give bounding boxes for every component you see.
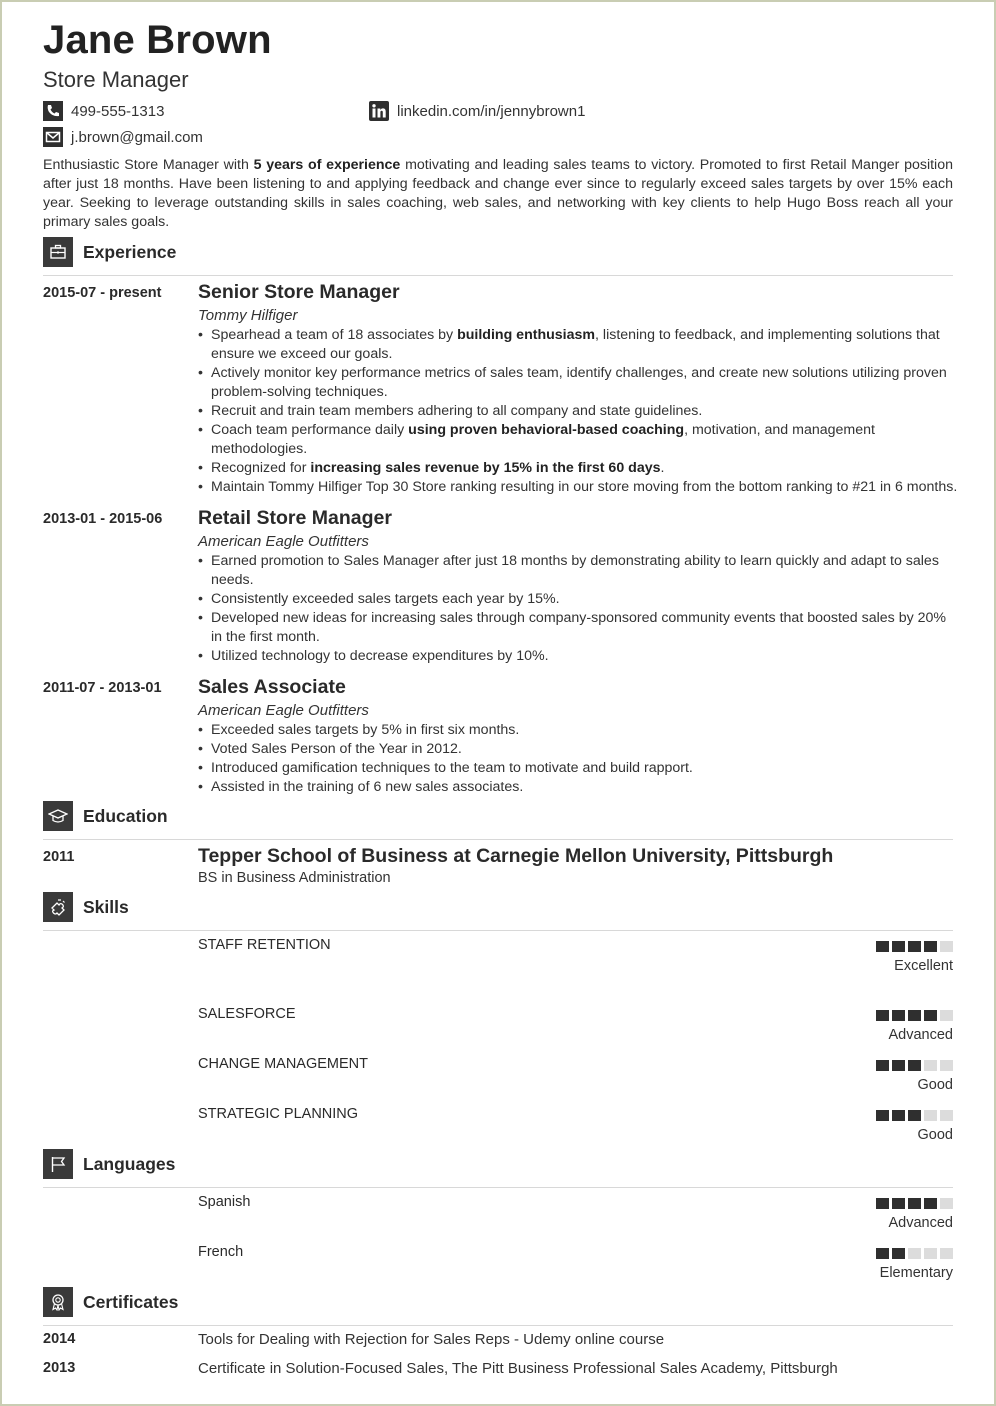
rating-square-empty	[940, 941, 953, 952]
rating-square-filled	[876, 1010, 889, 1021]
phone-icon	[43, 101, 63, 121]
briefcase-icon	[43, 237, 73, 267]
rating-square-filled	[892, 1060, 905, 1071]
list-item: • Voted Sales Person of the Year in 2012.	[198, 740, 958, 759]
education-degree: BS in Business Administration	[198, 870, 391, 886]
rating-square-filled	[924, 1198, 937, 1209]
skill-level: Good	[917, 1077, 953, 1093]
candidate-title: Store Manager	[43, 67, 189, 92]
flag-icon	[43, 1149, 73, 1179]
skill-level: Excellent	[894, 958, 953, 974]
rating-square-empty	[940, 1198, 953, 1209]
rating-square-filled	[876, 1060, 889, 1071]
job-bullets	[198, 721, 958, 797]
email-icon	[43, 127, 63, 147]
list-item: • Coach team performance daily using proven behavioral-based coaching, motivation, and management methodologies.	[198, 421, 958, 459]
rating-square-filled	[892, 1198, 905, 1209]
language-name: French	[198, 1244, 244, 1260]
job-date: 2015-07 - present	[43, 285, 162, 301]
rating-square-filled	[908, 1110, 921, 1121]
list-item: • Recognized for increasing sales revenue by 15% in the first 60 days.	[198, 459, 958, 478]
award-icon	[43, 1287, 73, 1317]
language-level: Elementary	[879, 1265, 953, 1281]
education-heading: Education	[83, 806, 168, 826]
rating-square-filled	[908, 1010, 921, 1021]
graduation-cap-icon	[43, 801, 73, 831]
languages-section-header	[43, 1149, 953, 1188]
education-section-header	[43, 801, 953, 840]
list-item: • Developed new ideas for increasing sales through company-sponsored community events that boosted sales by 20% in the first month.	[198, 609, 958, 647]
skill-level: Advanced	[888, 1027, 953, 1043]
skill-level: Good	[917, 1127, 953, 1143]
phone-number: 499-555-1313	[71, 102, 165, 120]
list-item: • Actively monitor key performance metrics of sales team, identify challenges, and create new solutions utilizing proven problem-solving techniques.	[198, 364, 958, 402]
certificates-heading: Certificates	[83, 1292, 179, 1312]
summary-highlight: 5 years of experience	[253, 157, 401, 173]
skill-rating	[876, 1110, 953, 1121]
skill-name: CHANGE MANAGEMENT	[198, 1056, 368, 1072]
rating-square-filled	[924, 1010, 937, 1021]
rating-square-filled	[892, 1248, 905, 1259]
rating-square-filled	[892, 1110, 905, 1121]
rating-square-empty	[940, 1110, 953, 1121]
linkedin-icon	[369, 101, 389, 121]
job-title: Sales Associate	[198, 676, 346, 698]
rating-square-empty	[908, 1248, 921, 1259]
list-item: • Utilized technology to decrease expenditures by 10%.	[198, 647, 958, 666]
language-level: Advanced	[888, 1215, 953, 1231]
email-contact	[43, 127, 203, 147]
list-item: • Consistently exceeded sales targets each year by 15%.	[198, 590, 958, 609]
skill-name: STRATEGIC PLANNING	[198, 1106, 359, 1122]
job-title: Senior Store Manager	[198, 281, 400, 303]
summary-paragraph	[43, 156, 953, 232]
skill-rating	[876, 1060, 953, 1071]
experience-section-header	[43, 237, 953, 276]
linkedin-contact	[369, 101, 585, 121]
rating-square-empty	[924, 1248, 937, 1259]
language-rating	[876, 1248, 953, 1259]
job-bullets	[198, 552, 958, 666]
rating-square-filled	[892, 941, 905, 952]
language-name: Spanish	[198, 1194, 251, 1210]
list-item: • Spearhead a team of 18 associates by building enthusiasm, listening to feedback, and implementing solutions that ensure we exceed our goals.	[198, 326, 958, 364]
certificate-name: Tools for Dealing with Rejection for Sales Reps - Udemy online course	[198, 1331, 665, 1348]
job-company: Tommy Hilfiger	[198, 307, 298, 324]
certificate-year: 2014	[43, 1331, 76, 1347]
list-item: • Assisted in the training of 6 new sales associates.	[198, 778, 958, 797]
education-school: Tepper School of Business at Carnegie Mellon University, Pittsburgh	[198, 845, 834, 867]
rating-square-filled	[908, 1198, 921, 1209]
job-title: Retail Store Manager	[198, 507, 392, 529]
rating-square-empty	[924, 1060, 937, 1071]
rating-square-empty	[940, 1060, 953, 1071]
rating-square-filled	[876, 941, 889, 952]
skill-name: STAFF RETENTION	[198, 937, 331, 953]
list-item: • Exceeded sales targets by 5% in first six months.	[198, 721, 958, 740]
job-bullets	[198, 326, 958, 497]
rating-square-filled	[876, 1248, 889, 1259]
certificate-name: Certificate in Solution-Focused Sales, The Pitt Business Professional Sales Academy, Pittsburgh	[198, 1360, 838, 1377]
certificates-section-header	[43, 1287, 953, 1326]
candidate-name: Jane Brown	[43, 18, 272, 62]
rating-square-filled	[892, 1010, 905, 1021]
list-item: • Introduced gamification techniques to the team to motivate and build rapport.	[198, 759, 958, 778]
rating-square-filled	[908, 941, 921, 952]
job-date: 2011-07 - 2013-01	[43, 680, 162, 696]
languages-heading: Languages	[83, 1154, 176, 1174]
rating-square-empty	[924, 1110, 937, 1121]
skill-name: SALESFORCE	[198, 1006, 296, 1022]
rating-square-filled	[876, 1198, 889, 1209]
rating-square-filled	[924, 941, 937, 952]
rating-square-empty	[940, 1010, 953, 1021]
education-year: 2011	[43, 849, 75, 865]
list-item: • Earned promotion to Sales Manager after just 18 months by demonstrating ability to learn quickly and adapt to sales needs.	[198, 552, 958, 590]
skills-section-header	[43, 892, 953, 931]
language-rating	[876, 1198, 953, 1209]
list-item: • Maintain Tommy Hilfiger Top 30 Store ranking resulting in our store moving from the bottom ranking to #21 in 6 months.	[198, 478, 958, 497]
email-address: j.brown@gmail.com	[71, 128, 203, 146]
rating-square-empty	[940, 1248, 953, 1259]
skill-rating	[876, 941, 953, 952]
linkedin-url: linkedin.com/in/jennybrown1	[397, 102, 586, 120]
job-date: 2013-01 - 2015-06	[43, 511, 163, 527]
puzzle-icon	[43, 892, 73, 922]
certificate-year: 2013	[43, 1360, 76, 1376]
skills-heading: Skills	[83, 897, 129, 917]
job-company: American Eagle Outfitters	[198, 533, 369, 550]
summary-text-2: motivating and leading sales teams to victory. Promoted to first Retail Manger position after just 18 months. Have been listening to and applying feedback and change ever since to regularly exceed sales targets by over 15% each year. Seeking to leverage outstanding skills in sales coaching, web sales, and networking with key clients to help Hugo Boss reach all your primary sales goals.	[43, 157, 953, 230]
list-item: • Recruit and train team members adhering to all company and state guidelines.	[198, 402, 958, 421]
phone-contact	[43, 101, 164, 121]
skill-rating	[876, 1010, 953, 1021]
summary-text-1: Enthusiastic Store Manager with	[43, 157, 254, 173]
rating-square-filled	[876, 1110, 889, 1121]
rating-square-filled	[908, 1060, 921, 1071]
job-company: American Eagle Outfitters	[198, 702, 369, 719]
experience-heading: Experience	[83, 242, 177, 262]
